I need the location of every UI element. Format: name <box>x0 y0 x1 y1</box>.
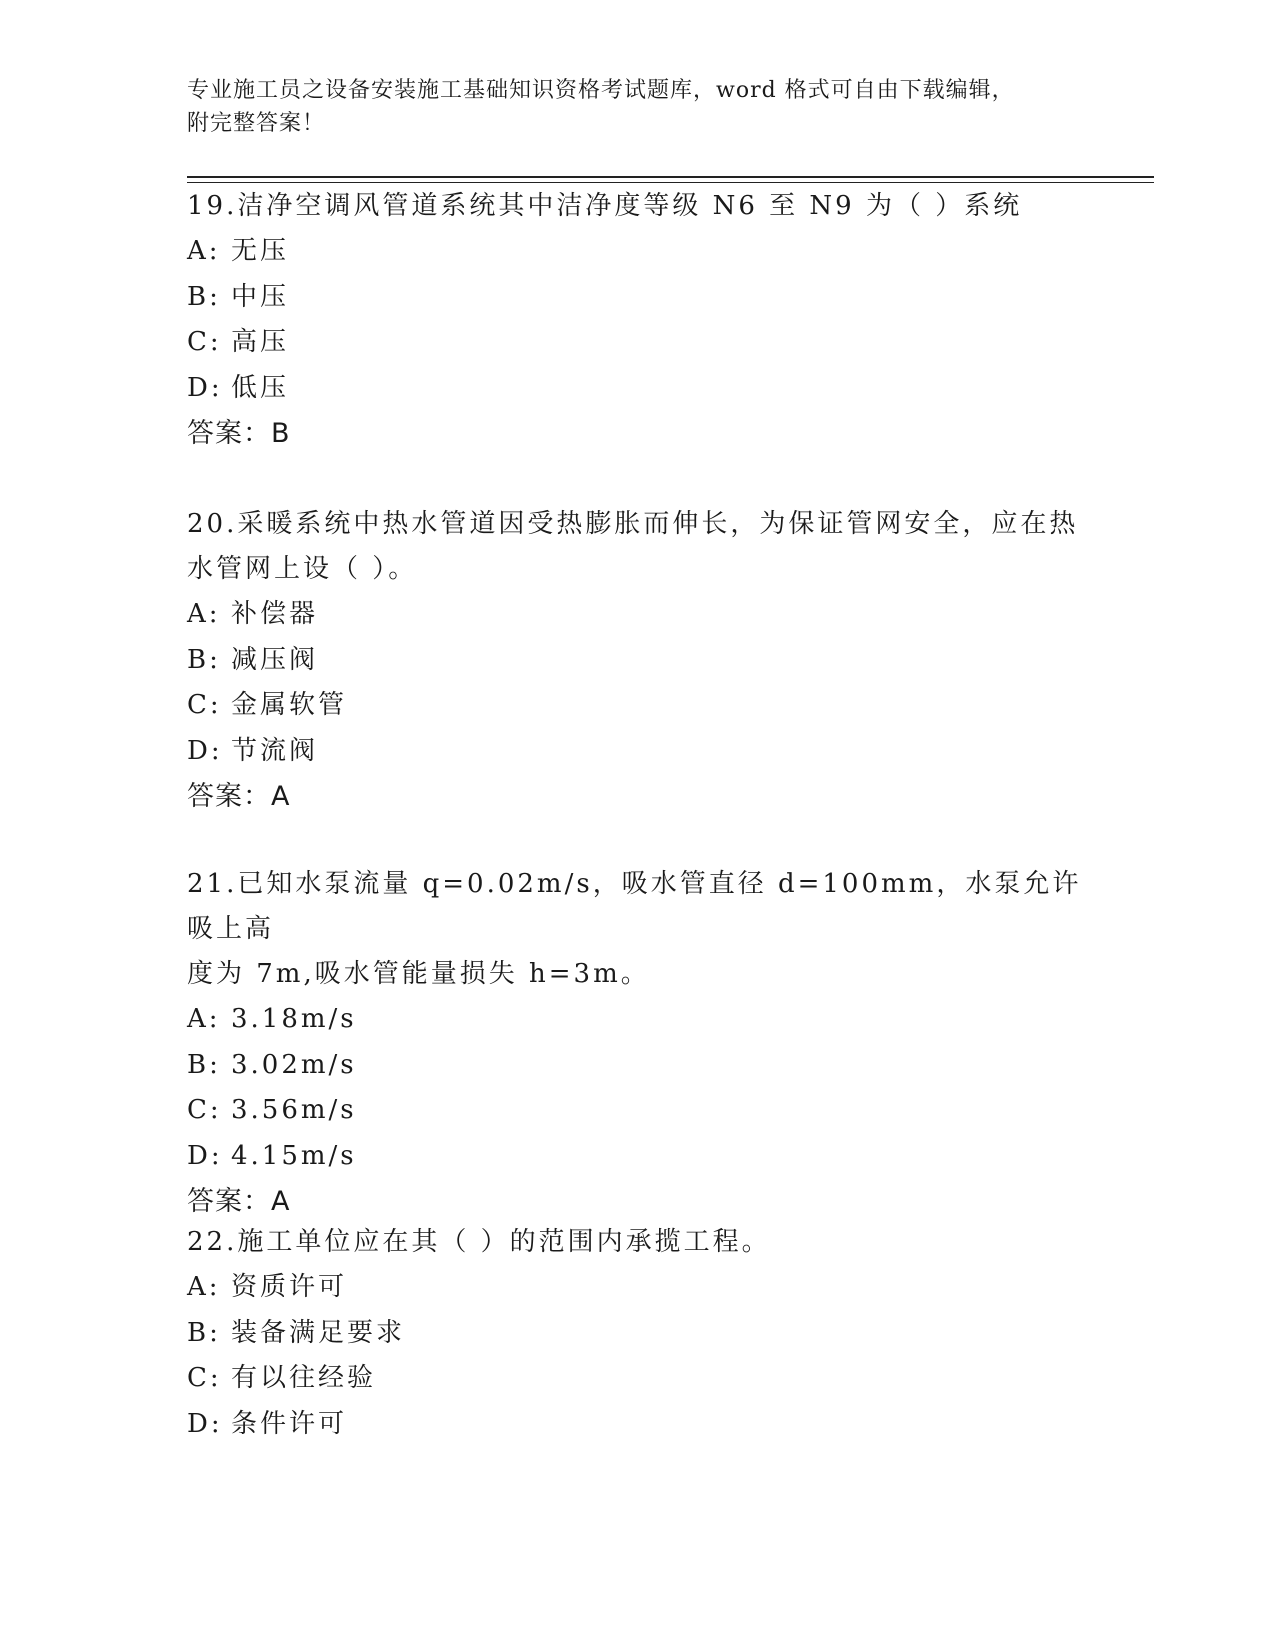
question-21-option-a <box>187 997 1087 1043</box>
header-divider-thin <box>187 182 1154 183</box>
question-19-option-c <box>187 320 1087 366</box>
question-20-option-c <box>187 683 1087 729</box>
option-text: 3.56m/s <box>231 1095 357 1125</box>
option-key: D: <box>187 735 223 766</box>
option-text: 高压 <box>231 327 290 357</box>
question-20-option-a <box>187 592 1087 638</box>
option-key: B: <box>187 644 221 675</box>
question-20-stem-line-1: 20.采暖系统中热水管道因受热膨胀而伸长，为保证管网安全，应在热 <box>187 509 1079 539</box>
option-text: 3.18m/s <box>231 1004 357 1034</box>
question-20-option-b <box>187 638 1087 684</box>
question-19-option-b <box>187 275 1087 321</box>
option-key: D: <box>187 1408 223 1439</box>
question-20-answer: 答案：A <box>187 781 291 812</box>
question-19-option-a <box>187 229 1087 275</box>
question-21-option-c <box>187 1088 1087 1134</box>
option-text: 金属软管 <box>231 690 348 720</box>
question-22-option-d <box>187 1402 1087 1448</box>
option-text: 无压 <box>231 236 290 266</box>
header-divider-thick <box>187 176 1154 178</box>
question-22-option-a <box>187 1265 1087 1311</box>
question-21-stem-line-1: 21.已知水泵流量 q=0.02m/s，吸水管直径 d=100mm，水泵允许吸上高 <box>187 869 1082 944</box>
option-text: 装备满足要求 <box>231 1317 406 1348</box>
question-19-stem: 19.洁净空调风管道系统其中洁净度等级 N6 至 N9 为（ ）系统 <box>187 191 1023 221</box>
option-key: B: <box>187 1049 221 1080</box>
option-key: D: <box>187 372 223 403</box>
option-text: 资质许可 <box>231 1272 348 1302</box>
question-21-stem-line-2: 度为 7m,吸水管能量损失 h=3m。 <box>187 959 650 989</box>
question-21-option-d <box>187 1134 1087 1180</box>
question-19-option-d <box>187 366 1087 412</box>
question-21-option-b <box>187 1043 1087 1089</box>
header-line-1: 专业施工员之设备安装施工基础知识资格考试题库，word 格式可自由下载编辑， <box>187 78 1015 103</box>
option-key: C: <box>187 1363 222 1393</box>
question-19-answer: 答案：B <box>187 418 291 449</box>
option-key: C: <box>187 1095 222 1125</box>
option-key: A: <box>187 236 221 266</box>
option-text: 节流阀 <box>231 735 319 766</box>
question-22-stem: 22.施工单位应在其（ ）的范围内承揽工程。 <box>187 1227 771 1257</box>
option-text: 3.02m/s <box>231 1049 357 1080</box>
question-19 <box>187 184 1087 457</box>
option-text: 有以往经验 <box>231 1363 377 1393</box>
option-text: 中压 <box>231 281 290 312</box>
option-text: 低压 <box>231 372 290 403</box>
option-key: B: <box>187 281 221 312</box>
option-key: C: <box>187 690 222 720</box>
document-header <box>187 74 1067 140</box>
question-22-option-b <box>187 1311 1087 1357</box>
option-key: A: <box>187 1004 221 1034</box>
header-line-2: 附完整答案！ <box>187 111 326 136</box>
option-key: C: <box>187 327 222 357</box>
question-22 <box>187 1220 1087 1447</box>
option-key: D: <box>187 1140 223 1171</box>
question-21 <box>187 862 1087 1225</box>
question-22-option-c <box>187 1356 1087 1402</box>
question-20-stem-line-2: 水管网上设（ ）。 <box>187 554 418 584</box>
option-text: 补偿器 <box>231 599 319 629</box>
question-20-option-d <box>187 729 1087 775</box>
option-key: A: <box>187 1272 221 1302</box>
option-text: 4.15m/s <box>231 1140 357 1171</box>
option-key: A: <box>187 599 221 629</box>
option-text: 条件许可 <box>231 1408 348 1439</box>
option-text: 减压阀 <box>231 644 319 675</box>
question-21-answer: 答案：A <box>187 1186 291 1217</box>
question-20 <box>187 502 1087 820</box>
option-key: B: <box>187 1317 221 1348</box>
